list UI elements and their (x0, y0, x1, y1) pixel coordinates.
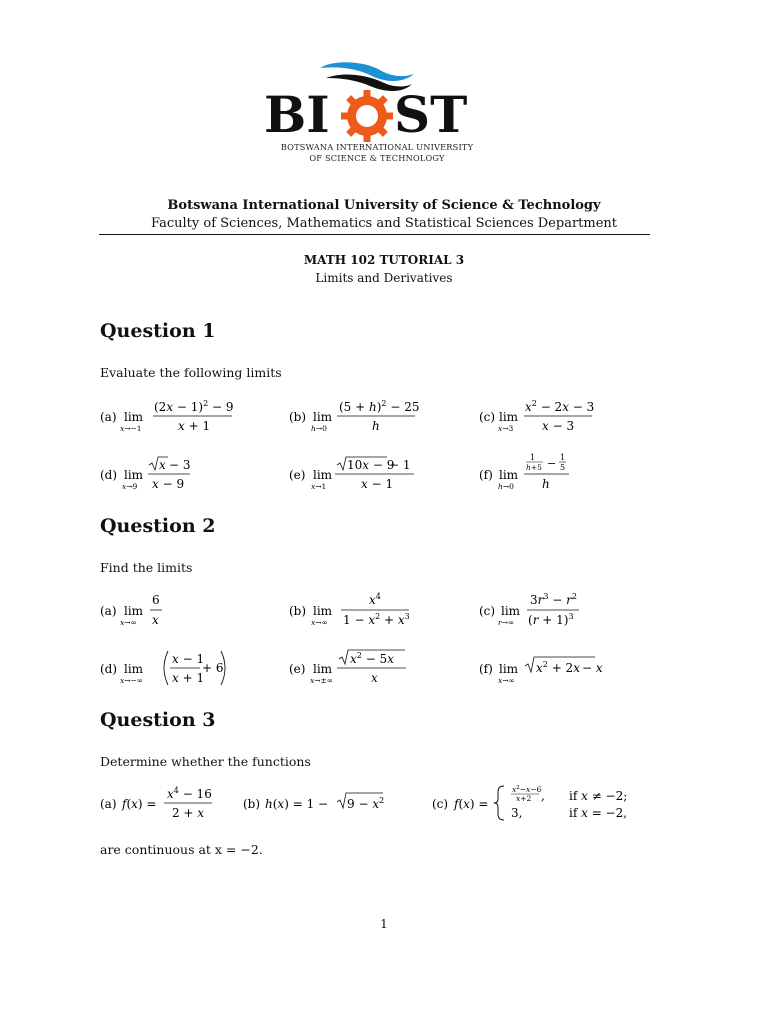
svg-text:1: 1 (530, 453, 536, 462)
svg-text:− 3: − 3 (169, 458, 191, 472)
svg-text:lim: lim (313, 468, 333, 482)
q2-item-f (479, 648, 619, 691)
q1-item-a (100, 396, 250, 439)
svg-text:lim: lim (124, 662, 144, 676)
svg-text:x→∞: x→∞ (311, 618, 328, 627)
item-label: (f) (479, 468, 493, 482)
svg-text:(2x − 1)2 − 9: $(2x - 1)^2 - 9$ (154, 399, 234, 414)
svg-text:10x − 9: 10x − 9 (347, 458, 395, 472)
svg-text:1: 1 (560, 453, 566, 462)
svg-text:x→±∞: x→±∞ (310, 676, 334, 685)
svg-text:f(x) =: f(x) = (454, 797, 489, 811)
svg-text:x: x (371, 671, 378, 685)
item-label: (b) (289, 410, 307, 424)
question-3-instruction: Determine whether the functions (100, 754, 311, 769)
header-divider (99, 234, 650, 235)
question-1-instruction: Evaluate the following limits (100, 365, 282, 380)
svg-text:9 − x2: $9 - x^2$ (347, 796, 385, 811)
svg-text:r→∞: r→∞ (498, 618, 515, 627)
item-label: (c) (432, 797, 449, 811)
svg-text:x4 − 16: $x^4 - 16$ (167, 786, 212, 801)
svg-text:x→−1: x→−1 (120, 424, 142, 433)
question-3-closing: are continuous at x = −2. (100, 842, 263, 857)
tutorial-title: MATH 102 TUTORIAL 3 (303, 253, 465, 267)
item-label: (b) (243, 797, 261, 811)
item-label: (d) (100, 468, 118, 482)
svg-text:h: h (542, 477, 550, 491)
svg-text:h: h (372, 419, 380, 433)
q2-item-e (289, 648, 419, 691)
svg-text:x2 − 5x: $x^2 - 5x$ (350, 651, 394, 666)
svg-text:x2 − 2x − 3: $x^2 - 2x - 3$ (525, 399, 595, 414)
svg-text:x4: $x^4$ (369, 592, 381, 607)
svg-text:3r3 − r2: $3r^3 - r^2$ (530, 592, 578, 607)
faculty-name: Faculty of Sciences, Mathematics and Statistical Sciences Department (150, 216, 618, 231)
page-number: 1 (380, 917, 388, 931)
tutorial-subtitle: Limits and Derivatives (315, 271, 453, 285)
svg-text:x+2: x+2 (516, 794, 532, 803)
q1-item-e (289, 454, 429, 497)
svg-text:x − 9: x − 9 (152, 477, 185, 491)
svg-text:x: x (159, 458, 166, 472)
svg-text:− 1: − 1 (389, 458, 411, 472)
svg-text:lim: lim (313, 410, 333, 424)
svg-text:lim: lim (313, 604, 333, 618)
svg-text:3,: 3, (511, 806, 523, 820)
item-label: (a) (100, 797, 117, 811)
question-1-heading: Question 1 (100, 320, 216, 342)
svg-text:− x: − x (582, 661, 603, 675)
svg-text:x→∞: x→∞ (120, 618, 137, 627)
svg-text:lim: lim (499, 410, 519, 424)
svg-text:lim: lim (501, 604, 521, 618)
logo-subtitle-line2: OF SCIENCE & TECHNOLOGY (309, 153, 445, 163)
svg-text:x: x (152, 613, 159, 627)
svg-text:(r + 1)3: $(r + 1)^3$ (528, 612, 574, 627)
svg-text:h+5: h+5 (526, 463, 542, 472)
svg-text:ST: ST (394, 85, 468, 142)
svg-text:6: 6 (152, 593, 160, 607)
q3-item-b (243, 784, 393, 827)
svg-text:lim: lim (313, 662, 333, 676)
q1-item-d (100, 454, 210, 497)
svg-text:x + 1: x + 1 (178, 419, 211, 433)
svg-text:2 + x: 2 + x (172, 806, 205, 820)
item-label: (a) (100, 604, 117, 618)
svg-text:5: 5 (560, 463, 566, 472)
item-label: (d) (100, 662, 118, 676)
svg-text:x − 1: x − 1 (172, 652, 205, 666)
svg-text:x − 3: x − 3 (542, 419, 575, 433)
q2-item-d (100, 648, 240, 691)
q2-item-a (100, 590, 180, 633)
q2-item-b (289, 590, 419, 633)
svg-text:x + 1: x + 1 (172, 671, 205, 685)
svg-text:,: , (541, 789, 545, 803)
svg-text:1 − x2 + x3: $1 - x^2 + x^3$ (343, 612, 410, 627)
item-label: (a) (100, 410, 117, 424)
svg-text:x2 + 2x: $x^2 + 2x$ (536, 660, 580, 675)
svg-text:−: − (547, 457, 557, 470)
svg-text:x→1: x→1 (311, 482, 327, 491)
question-2-heading: Question 2 (100, 515, 216, 537)
q3-item-c (432, 782, 642, 827)
svg-text:lim: lim (499, 662, 519, 676)
item-label: (c) (479, 410, 496, 424)
svg-text:f(x) =: f(x) = (122, 797, 157, 811)
svg-text:if x ≠ −2;: if x ≠ −2; (569, 789, 628, 803)
item-label: (e) (289, 468, 306, 482)
svg-text:h→0: h→0 (311, 424, 327, 433)
q1-item-c (479, 396, 609, 439)
svg-text:(5 + h)2 − 25: $(5 + h)^2 - 25$ (339, 399, 420, 414)
svg-text:BI: BI (264, 85, 330, 142)
item-label: (b) (289, 604, 307, 618)
svg-text:h(x) = 1 −: h(x) = 1 − (265, 797, 329, 811)
svg-text:lim: lim (499, 468, 519, 482)
q2-item-c (479, 590, 599, 633)
svg-text:+ 6: + 6 (202, 661, 224, 675)
item-label: (c) (479, 604, 496, 618)
svg-text:lim: lim (124, 468, 144, 482)
biust-logo (262, 60, 492, 164)
svg-text:x − 1: x − 1 (361, 477, 394, 491)
svg-text:h→0: h→0 (498, 482, 514, 491)
svg-text:x→3: x→3 (498, 424, 514, 433)
question-3-heading: Question 3 (100, 709, 216, 731)
svg-text:lim: lim (124, 410, 144, 424)
svg-text:if x = −2,: if x = −2, (569, 806, 628, 820)
university-name: Botswana International University of Science & Technology (167, 198, 601, 213)
logo-subtitle-line1: BOTSWANA INTERNATIONAL UNIVERSITY (280, 142, 474, 152)
question-2-instruction: Find the limits (100, 560, 193, 575)
item-label: (e) (289, 662, 306, 676)
svg-text:x→∞: x→∞ (498, 676, 515, 685)
item-label: (f) (479, 662, 493, 676)
svg-text:x→−∞: x→−∞ (120, 676, 144, 685)
svg-text:x→9: x→9 (122, 482, 138, 491)
q3-item-a (100, 784, 220, 827)
svg-text:x2−x−6: $x^2-x-6$ (512, 785, 542, 794)
logo-graphic (262, 60, 492, 142)
svg-text:lim: lim (124, 604, 144, 618)
q1-item-f (479, 452, 589, 497)
q1-item-b (289, 396, 429, 439)
